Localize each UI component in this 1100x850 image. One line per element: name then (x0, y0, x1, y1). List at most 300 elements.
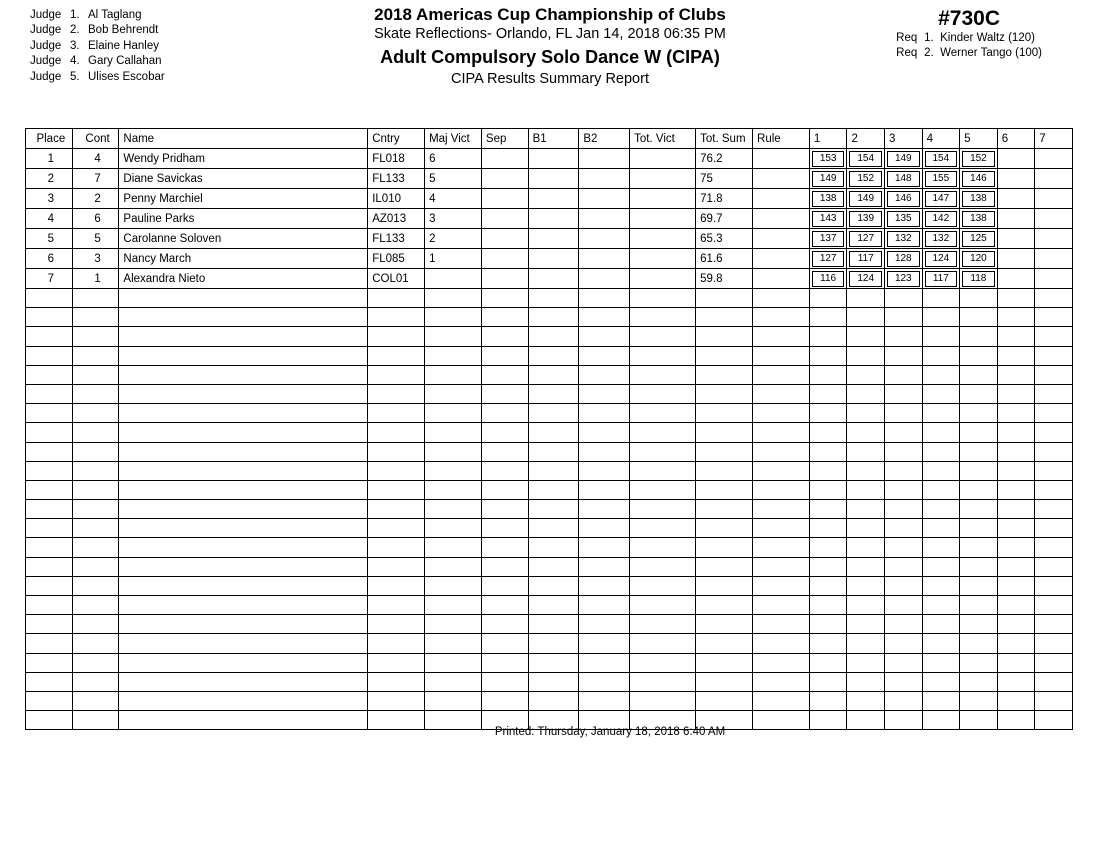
cell-empty (696, 653, 753, 672)
cell-empty (753, 500, 810, 519)
cell-empty (119, 576, 368, 595)
cell-empty (847, 404, 885, 423)
cell-empty (696, 557, 753, 576)
cell-empty (922, 289, 960, 308)
cell-empty (72, 346, 119, 365)
cell-empty (847, 365, 885, 384)
judge-name: Bob Behrendt (88, 24, 159, 37)
cell-empty (26, 289, 73, 308)
cell-empty (481, 672, 528, 691)
cell-empty (922, 615, 960, 634)
judge-score-box: 142 (925, 211, 958, 227)
cell-empty (809, 519, 847, 538)
cell-empty (1035, 596, 1073, 615)
cell-empty (72, 404, 119, 423)
table-row-empty (26, 557, 1073, 576)
judge-entry (30, 54, 165, 69)
cell-empty (960, 480, 998, 499)
cell-empty (579, 480, 630, 499)
cell-judge-score (960, 249, 998, 269)
col-b1: B1 (528, 129, 579, 149)
cell-tot-vict (630, 149, 696, 169)
cell-empty (368, 596, 425, 615)
cell-empty (753, 691, 810, 710)
cell-empty (1035, 384, 1073, 403)
cell-empty (119, 384, 368, 403)
cell-judge-score (1035, 169, 1073, 189)
cell-empty (960, 596, 998, 615)
cell-judge-score (922, 249, 960, 269)
cell-cont: 5 (72, 229, 119, 249)
requirements-list (896, 31, 1042, 62)
cell-empty (579, 538, 630, 557)
cell-judge-score (997, 149, 1035, 169)
cell-empty (26, 461, 73, 480)
cell-empty (696, 384, 753, 403)
cell-empty (809, 423, 847, 442)
judge-score-box: 123 (887, 271, 920, 287)
cell-empty (119, 653, 368, 672)
cell-empty (1035, 691, 1073, 710)
cell-empty (481, 519, 528, 538)
results-table-body (26, 149, 1073, 730)
cell-empty (481, 423, 528, 442)
cell-empty (753, 327, 810, 346)
cell-judge-score (847, 269, 885, 289)
venue-line: Skate Reflections- Orlando, FL Jan 14, 2018 06:35 PM (374, 26, 726, 42)
cell-empty (119, 346, 368, 365)
cell-empty (119, 327, 368, 346)
cell-empty (753, 346, 810, 365)
cell-empty (753, 596, 810, 615)
cell-empty (481, 538, 528, 557)
cell-empty (630, 461, 696, 480)
table-row-empty (26, 308, 1073, 327)
cell-empty (922, 461, 960, 480)
cell-rule (753, 229, 810, 249)
cell-empty (481, 404, 528, 423)
cell-maj-vict (425, 269, 482, 289)
cell-empty (579, 384, 630, 403)
cell-empty (425, 538, 482, 557)
cell-b1 (528, 169, 579, 189)
cell-judge-score (1035, 189, 1073, 209)
cell-empty (528, 461, 579, 480)
cell-empty (809, 327, 847, 346)
cell-empty (26, 384, 73, 403)
cell-empty (630, 596, 696, 615)
cell-empty (579, 423, 630, 442)
cell-empty (481, 653, 528, 672)
cell-empty (997, 634, 1035, 653)
cell-empty (528, 289, 579, 308)
cell-rule (753, 269, 810, 289)
requirement-number: 1. (924, 32, 934, 44)
judge-score-box: 139 (849, 211, 882, 227)
cell-empty (997, 500, 1035, 519)
cell-empty (997, 384, 1035, 403)
cell-empty (847, 672, 885, 691)
cell-empty (528, 384, 579, 403)
cell-tot-vict (630, 269, 696, 289)
cell-empty (960, 327, 998, 346)
cell-empty (630, 691, 696, 710)
cell-empty (528, 404, 579, 423)
cell-empty (630, 404, 696, 423)
cell-empty (119, 289, 368, 308)
cell-judge-score (809, 249, 847, 269)
cell-empty (119, 672, 368, 691)
cell-maj-vict: 6 (425, 149, 482, 169)
judge-score-box: 128 (887, 251, 920, 267)
cell-empty (481, 557, 528, 576)
cell-tot-sum: 71.8 (696, 189, 753, 209)
cell-judge-score (809, 229, 847, 249)
cell-maj-vict: 3 (425, 209, 482, 229)
cell-empty (368, 576, 425, 595)
cell-judge-score (847, 169, 885, 189)
cell-judge-score (922, 229, 960, 249)
cell-empty (481, 308, 528, 327)
table-row-empty (26, 404, 1073, 423)
cell-name: Diane Savickas (119, 169, 368, 189)
cell-empty (119, 461, 368, 480)
cell-empty (922, 365, 960, 384)
cell-empty (847, 653, 885, 672)
requirement-number: 2. (924, 47, 934, 60)
cell-empty (481, 480, 528, 499)
cell-empty (960, 346, 998, 365)
judge-entry (30, 8, 165, 23)
cell-empty (960, 519, 998, 538)
col-judge-1: 1 (809, 129, 847, 149)
judge-label: Judge (30, 24, 62, 37)
cell-judge-score (885, 229, 923, 249)
cell-empty (26, 519, 73, 538)
cell-empty (885, 576, 923, 595)
cell-empty (528, 615, 579, 634)
cell-empty (1035, 634, 1073, 653)
cell-empty (1035, 480, 1073, 499)
cell-empty (809, 576, 847, 595)
cell-empty (425, 653, 482, 672)
cell-b1 (528, 229, 579, 249)
cell-empty (528, 500, 579, 519)
cell-empty (630, 672, 696, 691)
cell-empty (753, 557, 810, 576)
table-row-empty (26, 672, 1073, 691)
cell-empty (119, 519, 368, 538)
judge-score-box: 118 (962, 271, 995, 287)
col-name: Name (119, 129, 368, 149)
cell-empty (26, 538, 73, 557)
cell-empty (809, 615, 847, 634)
cell-empty (885, 672, 923, 691)
judge-score-box: 117 (849, 251, 882, 267)
cell-empty (922, 480, 960, 499)
judge-score-box: 138 (962, 211, 995, 227)
cell-empty (579, 596, 630, 615)
cell-empty (72, 289, 119, 308)
cell-empty (753, 289, 810, 308)
cell-empty (847, 289, 885, 308)
cell-empty (960, 461, 998, 480)
judge-number: 2. (70, 24, 80, 37)
cell-empty (119, 423, 368, 442)
cell-empty (885, 557, 923, 576)
cell-empty (922, 576, 960, 595)
cell-empty (922, 519, 960, 538)
cell-empty (72, 500, 119, 519)
cell-empty (481, 461, 528, 480)
cell-empty (72, 691, 119, 710)
cell-empty (26, 423, 73, 442)
judge-score-box: 132 (925, 231, 958, 247)
cell-empty (528, 519, 579, 538)
cell-empty (528, 327, 579, 346)
judge-score-box: 155 (925, 171, 958, 187)
judge-name: Al Taglang (88, 9, 142, 21)
cell-place: 5 (26, 229, 73, 249)
cell-empty (885, 423, 923, 442)
cell-cntry: FL133 (368, 169, 425, 189)
cell-judge-score (960, 269, 998, 289)
cell-empty (922, 308, 960, 327)
cell-empty (579, 461, 630, 480)
cell-empty (997, 615, 1035, 634)
table-row-empty (26, 634, 1073, 653)
cell-empty (997, 672, 1035, 691)
col-judge-6: 6 (997, 129, 1035, 149)
cell-empty (696, 346, 753, 365)
cell-empty (960, 500, 998, 519)
cell-empty (26, 653, 73, 672)
cell-empty (481, 615, 528, 634)
cell-empty (26, 327, 73, 346)
table-row-empty (26, 442, 1073, 461)
cell-empty (368, 519, 425, 538)
judge-score-box: 152 (849, 171, 882, 187)
judge-name: Ulises Escobar (88, 70, 165, 83)
cell-empty (26, 596, 73, 615)
event-code: #730C (938, 7, 1001, 30)
cell-empty (885, 327, 923, 346)
event-info-panel (896, 6, 1042, 62)
cell-judge-score (847, 149, 885, 169)
cell-empty (630, 346, 696, 365)
cell-empty (885, 442, 923, 461)
cell-empty (528, 365, 579, 384)
cell-empty (425, 480, 482, 499)
cell-empty (368, 672, 425, 691)
cell-judge-score (885, 169, 923, 189)
cell-empty (885, 384, 923, 403)
cell-rule (753, 149, 810, 169)
cell-empty (119, 538, 368, 557)
cell-empty (425, 346, 482, 365)
cell-sep (481, 229, 528, 249)
cell-empty (481, 384, 528, 403)
cell-empty (528, 576, 579, 595)
cell-judge-score (847, 189, 885, 209)
cell-empty (26, 672, 73, 691)
cell-empty (847, 384, 885, 403)
cell-name: Wendy Pridham (119, 149, 368, 169)
cell-rule (753, 209, 810, 229)
cell-empty (753, 615, 810, 634)
cell-empty (960, 557, 998, 576)
judge-number: 4. (70, 55, 80, 68)
cell-empty (997, 480, 1035, 499)
cell-empty (72, 672, 119, 691)
cell-empty (630, 423, 696, 442)
cell-rule (753, 189, 810, 209)
cell-empty (26, 557, 73, 576)
cell-empty (696, 423, 753, 442)
cell-empty (922, 500, 960, 519)
cell-judge-score (809, 269, 847, 289)
cell-judge-score (1035, 209, 1073, 229)
cell-empty (26, 442, 73, 461)
cell-empty (481, 442, 528, 461)
cell-cont: 1 (72, 269, 119, 289)
judge-label: Judge (30, 9, 62, 21)
cell-empty (885, 500, 923, 519)
cell-judge-score (997, 169, 1035, 189)
cell-empty (119, 404, 368, 423)
cell-name: Penny Marchiel (119, 189, 368, 209)
cell-empty (368, 480, 425, 499)
cell-empty (696, 289, 753, 308)
cell-empty (119, 634, 368, 653)
cell-empty (1035, 365, 1073, 384)
cell-cntry: COL01 (368, 269, 425, 289)
cell-empty (753, 538, 810, 557)
cell-empty (922, 423, 960, 442)
col-tot-vict: Tot. Vict (630, 129, 696, 149)
results-table-header (26, 129, 1073, 149)
cell-empty (579, 672, 630, 691)
cell-judge-score (1035, 249, 1073, 269)
cell-empty (425, 384, 482, 403)
judge-score-box: 146 (887, 191, 920, 207)
table-row-empty (26, 289, 1073, 308)
cell-empty (922, 672, 960, 691)
cell-empty (368, 691, 425, 710)
cell-empty (528, 442, 579, 461)
cell-empty (922, 346, 960, 365)
cell-empty (885, 365, 923, 384)
cell-empty (630, 519, 696, 538)
cell-empty (753, 404, 810, 423)
cell-empty (922, 384, 960, 403)
cell-empty (922, 634, 960, 653)
cell-empty (26, 615, 73, 634)
judge-score-box: 149 (887, 151, 920, 167)
judge-score-box: 138 (812, 191, 845, 207)
table-row-empty (26, 480, 1073, 499)
cell-empty (1035, 346, 1073, 365)
cell-empty (579, 691, 630, 710)
cell-empty (26, 404, 73, 423)
cell-empty (579, 346, 630, 365)
cell-empty (528, 423, 579, 442)
cell-empty (997, 289, 1035, 308)
col-judge-2: 2 (847, 129, 885, 149)
cell-empty (997, 404, 1035, 423)
requirement-text: Kinder Waltz (120) (940, 32, 1035, 44)
cell-empty (528, 538, 579, 557)
table-row-empty (26, 653, 1073, 672)
cell-empty (1035, 308, 1073, 327)
cell-empty (425, 615, 482, 634)
cell-empty (809, 653, 847, 672)
cell-empty (1035, 404, 1073, 423)
col-judge-4: 4 (922, 129, 960, 149)
cell-empty (26, 691, 73, 710)
cell-place: 2 (26, 169, 73, 189)
cell-empty (922, 596, 960, 615)
cell-tot-sum: 76.2 (696, 149, 753, 169)
cell-empty (425, 461, 482, 480)
cell-b2 (579, 249, 630, 269)
cell-rule (753, 169, 810, 189)
cell-empty (1035, 557, 1073, 576)
table-row-empty (26, 346, 1073, 365)
cell-empty (528, 596, 579, 615)
cell-empty (922, 653, 960, 672)
cell-empty (425, 404, 482, 423)
cell-judge-score (997, 189, 1035, 209)
cell-cont: 4 (72, 149, 119, 169)
cell-empty (630, 576, 696, 595)
cell-empty (579, 500, 630, 519)
cell-empty (119, 557, 368, 576)
cell-empty (1035, 289, 1073, 308)
judge-number: 3. (70, 39, 80, 52)
col-b2: B2 (579, 129, 630, 149)
table-row-empty (26, 615, 1073, 634)
cell-empty (425, 289, 482, 308)
cell-empty (847, 557, 885, 576)
cell-empty (960, 423, 998, 442)
cell-judge-score (922, 209, 960, 229)
cell-judge-score (885, 149, 923, 169)
table-row (26, 169, 1073, 189)
cell-b2 (579, 169, 630, 189)
cell-empty (847, 327, 885, 346)
cell-empty (425, 596, 482, 615)
cell-empty (696, 672, 753, 691)
cell-empty (997, 423, 1035, 442)
cell-empty (425, 423, 482, 442)
cell-empty (960, 672, 998, 691)
cell-empty (753, 576, 810, 595)
cell-empty (630, 365, 696, 384)
cell-judge-score (960, 189, 998, 209)
judge-score-box: 153 (812, 151, 845, 167)
cell-b2 (579, 209, 630, 229)
cell-empty (997, 308, 1035, 327)
cell-empty (579, 404, 630, 423)
cell-empty (119, 480, 368, 499)
cell-empty (481, 346, 528, 365)
cell-empty (997, 442, 1035, 461)
cell-empty (630, 308, 696, 327)
cell-sep (481, 169, 528, 189)
cell-empty (579, 653, 630, 672)
cell-empty (579, 365, 630, 384)
